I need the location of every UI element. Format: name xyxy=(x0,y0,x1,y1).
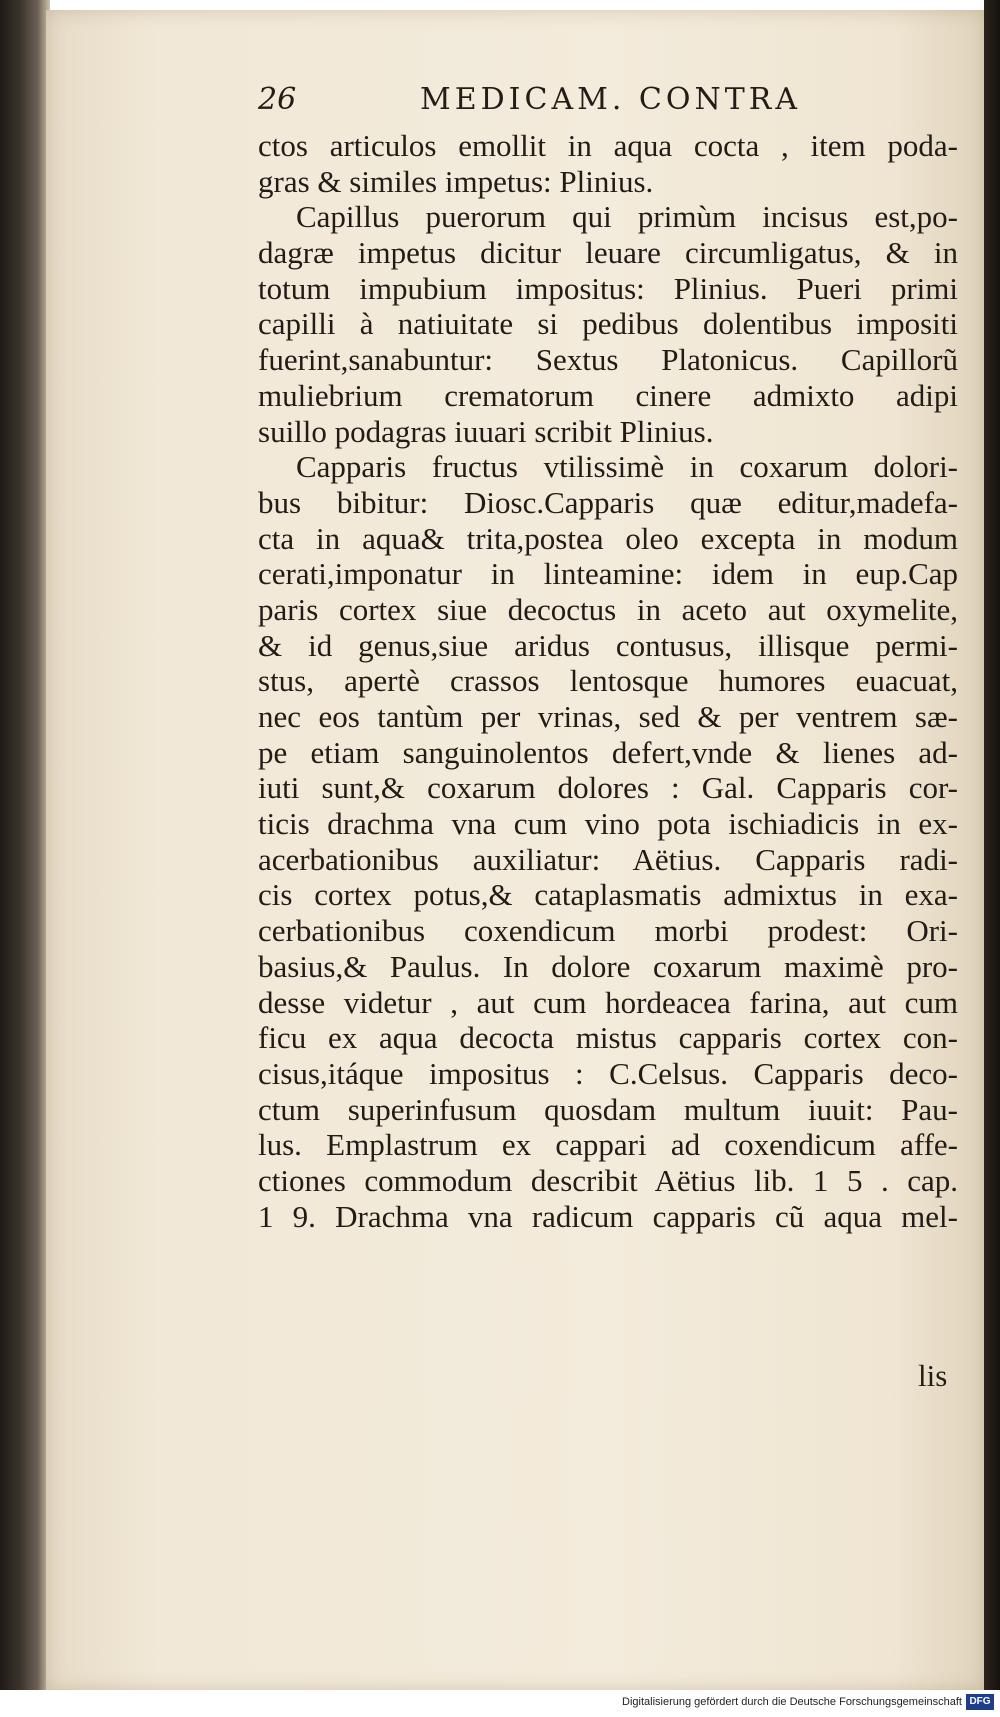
digitization-footer xyxy=(0,1690,1000,1717)
text-line: cerbationibus coxendicum morbi prodest: Ori- xyxy=(258,913,958,949)
funding-credit: Digitalisierung gefördert durch die Deutsche Forschungsgemeinschaft xyxy=(622,1696,962,1708)
text-line: fuerint,sanabuntur: Sextus Platonicus. Capillorũ xyxy=(258,342,958,378)
book-binding-edge xyxy=(0,0,50,1717)
text-line: suillo podagras iuuari scribit Plinius. xyxy=(258,413,714,449)
text-line: Capparis fructus vtilissimè in coxarum dolori- xyxy=(296,449,958,485)
text-line: muliebrium crematorum cinere admixto adipi xyxy=(258,377,958,413)
text-line: ctiones commodum describit Aëtius lib. 1 5 . cap. xyxy=(258,1162,958,1198)
text-line: cis cortex potus,& cataplasmatis admixtus in exa- xyxy=(258,877,958,913)
text-line: cerati,imponatur in linteamine: idem in eup.Cap xyxy=(258,556,958,592)
dfg-logo-icon: DFG xyxy=(966,1694,994,1710)
text-line: lus. Emplastrum ex cappari ad coxendicum affe- xyxy=(258,1127,958,1163)
text-line: acerbationibus auxiliatur: Aëtius. Capparis radi- xyxy=(258,841,958,877)
text-line: nec eos tantùm per vrinas, sed & per ventrem sæ- xyxy=(258,699,958,734)
text-line: iuti sunt,& coxarum dolores : Gal. Capparis cor- xyxy=(258,770,958,806)
text-line: ctos articulos emollit in aqua cocta , item poda- xyxy=(258,128,958,163)
text-line: basius,& Paulus. In dolore coxarum maximè pro- xyxy=(258,948,958,984)
text-line: & id genus,siue aridus contusus, illisque permi- xyxy=(258,627,958,663)
text-line: bus bibitur: Diosc.Capparis quæ editur,madefa- xyxy=(258,484,958,520)
body-text xyxy=(258,128,958,1234)
text-line: ctum superinfusum quosdam multum iuuit: Pau- xyxy=(258,1091,958,1127)
text-line: desse videtur , aut cum hordeacea farina, aut cum xyxy=(258,984,958,1020)
text-line: ticis drachma vna cum vino pota ischiadicis in ex- xyxy=(258,806,958,842)
running-head: MEDICAM. CONTRA xyxy=(420,82,801,117)
page-header xyxy=(258,82,808,132)
page-number: 26 xyxy=(258,82,297,117)
catchword: lis xyxy=(918,1358,948,1393)
text-line: capilli à natiuitate si pedibus dolentibus impositi xyxy=(258,306,958,342)
text-line: gras & similes impetus: Plinius. xyxy=(258,163,654,199)
text-line: stus, apertè crassos lentosque humores euacuat, xyxy=(258,663,958,699)
text-line: dagræ impetus dicitur leuare circumligatus, & in xyxy=(258,235,958,271)
text-line: Capillus puerorum qui primùm incisus est,po- xyxy=(296,199,958,235)
text-line: paris cortex siue decoctus in aceto aut oxymelite, xyxy=(258,591,958,627)
text-line: cisus,itáque impositus : C.Celsus. Capparis deco- xyxy=(258,1055,958,1091)
book-right-edge xyxy=(984,0,1000,1717)
text-line: 1 9. Drachma vna radicum capparis cũ aqua mel- xyxy=(258,1198,958,1234)
text-line: cta in aqua& trita,postea oleo excepta in modum xyxy=(258,520,958,556)
text-line: totum impubium impositus: Plinius. Pueri primi xyxy=(258,270,958,306)
text-line: ficu ex aqua decocta mistus capparis cortex con- xyxy=(258,1020,958,1056)
text-line: pe etiam sanguinolentos defert,vnde & lienes ad- xyxy=(258,734,958,770)
